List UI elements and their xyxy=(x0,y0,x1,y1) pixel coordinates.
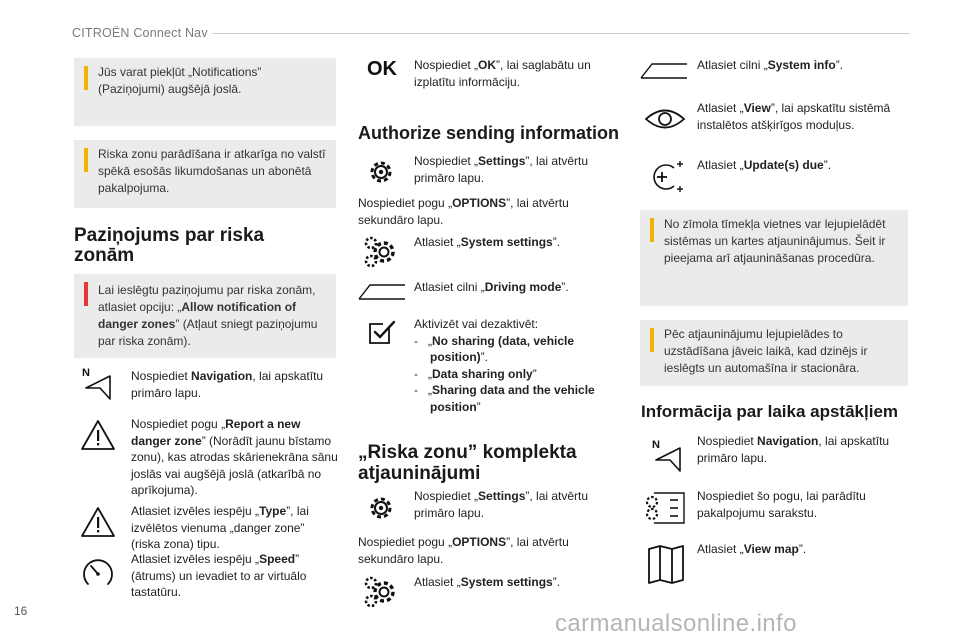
page-number: 16 xyxy=(14,604,28,618)
section-heading-weather: Informācija par laika apstākļiem xyxy=(641,402,899,421)
step-select-speed: Atlasiet izvēles iespēju „Speed” (ātrums) un ievadiet to ar virtuālo tastatūru. xyxy=(131,552,307,599)
settings-gear-icon[interactable] xyxy=(366,493,396,523)
step-navigation-weather: Nospiediet Navigation, lai apskatītu primāro lapu. xyxy=(697,434,890,465)
running-header: CITROËN Connect Nav xyxy=(72,26,208,40)
para-options: Nospiediet pogu „OPTIONS”, lai atvērtu sekundāro lapu. xyxy=(358,196,569,227)
step-report-danger-zone: Nospiediet pogu „Report a new danger zone” (Norādīt jaunu bīstamo zonu), kas atrodas skārienekrāna sānu joslās vai augšējā joslā (atkarībā no aprīkojuma). xyxy=(131,417,338,497)
note-text: Pēc atjauninājumu lejupielādes to uzstādīšana jāveic laikā, kad dzinējs ir ieslēgts un automašīna ir stacionāra. xyxy=(664,327,868,375)
note-text: Riska zonu parādīšana ir atkarīga no valstī spēkā esošās likumdošanas un abonētā pakalpojuma. xyxy=(98,147,326,195)
step-open-settings-2: Nospiediet „Settings”, lai atvērtu primāro lapu. xyxy=(414,489,589,520)
services-list-icon[interactable] xyxy=(644,490,688,526)
system-settings-icon[interactable] xyxy=(362,574,400,608)
warning-triangle-icon[interactable] xyxy=(80,418,116,452)
info-note-download-updates xyxy=(640,210,908,306)
step-view-modules: Atlasiet „View”, lai apskatītu sistēmā instalētos atšķirīgos moduļus. xyxy=(697,101,891,132)
step-system-settings: Atlasiet „System settings”. xyxy=(414,235,561,249)
step-open-settings: Nospiediet „Settings”, lai atvērtu primāro lapu. xyxy=(414,154,589,185)
step-select-type: Atlasiet izvēles iespēju „Type”, lai izvēlētos vienuma „danger zone” (riska zona) tipu. xyxy=(131,504,309,551)
info-note-install-updates xyxy=(640,320,908,386)
warning-bar xyxy=(84,282,88,306)
step-updates-due: Atlasiet „Update(s) due”. xyxy=(697,158,832,172)
map-icon[interactable] xyxy=(646,544,686,584)
tab-icon[interactable] xyxy=(358,283,406,301)
info-bar xyxy=(84,148,88,172)
warning-triangle-icon[interactable] xyxy=(80,505,116,539)
info-bar xyxy=(650,328,654,352)
tab-icon[interactable] xyxy=(640,62,688,80)
system-settings-icon[interactable] xyxy=(362,234,400,268)
warning-note-enable-notification: Lai ieslēgtu paziņojumu par riska zonām, atlasiet opciju: „Allow notification of danger zones” (Atļaut sniegt paziņojumu par riska zonām). xyxy=(74,274,336,358)
watermark: carmanualsonline.info xyxy=(555,610,797,637)
note-text: No zīmola tīmekļa vietnes var lejupielādēt sistēmas un kartes atjauninājumus. Šeit ir pieejama arī atjaunināšanas procedūra. xyxy=(664,217,886,265)
step-activate-sharing: Aktivizēt vai dezaktivēt: - „No sharing (data, vehicle position)”. - „Data sharing only” - „Sharing data and the vehicle position” xyxy=(414,317,595,414)
ok-button-icon[interactable]: OK xyxy=(367,58,397,80)
settings-gear-icon[interactable] xyxy=(366,157,396,187)
step-press-ok: Nospiediet „OK”, lai saglabātu un izplatītu informāciju. xyxy=(414,58,591,89)
svg-text:N: N xyxy=(82,367,90,379)
speedometer-icon[interactable] xyxy=(80,554,116,590)
checkbox-check-icon[interactable] xyxy=(367,318,397,346)
info-bar xyxy=(84,66,88,90)
info-note-availability xyxy=(74,140,336,208)
section-heading-danger-zones: Paziņojums par riska zonām xyxy=(74,225,265,266)
header-rule xyxy=(212,33,910,34)
update-plus-icon[interactable] xyxy=(646,160,686,194)
section-heading-updates: „Riska zonu” komplekta atjauninājumi xyxy=(358,442,577,484)
svg-text:N: N xyxy=(652,439,660,451)
step-navigation: Nospiediet Navigation, lai apskatītu primāro lapu. xyxy=(131,369,324,400)
para-options-2: Nospiediet pogu „OPTIONS”, lai atvērtu sekundāro lapu. xyxy=(358,535,569,566)
step-system-info-tab: Atlasiet cilni „System info”. xyxy=(697,58,844,72)
info-bar xyxy=(650,218,654,242)
section-heading-authorize: Authorize sending information xyxy=(358,123,619,143)
step-system-settings-2: Atlasiet „System settings”. xyxy=(414,575,561,589)
navigation-arrow-icon[interactable] xyxy=(650,434,686,474)
info-note-notifications xyxy=(74,58,336,126)
note-text: Jūs varat piekļūt „Notifications” (Paziņojumi) augšējā joslā. xyxy=(98,65,262,96)
step-driving-mode-tab: Atlasiet cilni „Driving mode”. xyxy=(414,280,569,294)
step-view-map: Atlasiet „View map”. xyxy=(697,542,807,556)
step-services-list: Nospiediet šo pogu, lai parādītu pakalpojumu sarakstu. xyxy=(697,489,866,520)
navigation-arrow-icon[interactable] xyxy=(80,362,116,402)
eye-view-icon[interactable] xyxy=(644,106,686,132)
